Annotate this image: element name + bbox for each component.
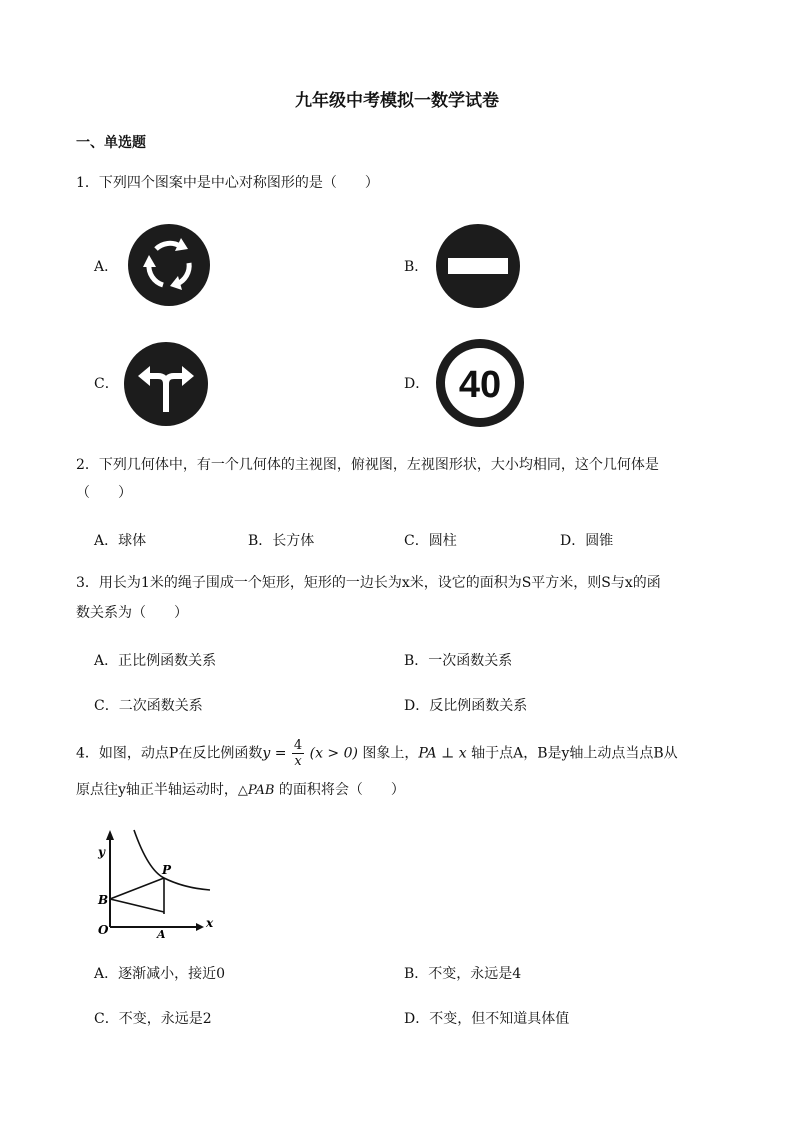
speed-limit-value: 40 [458, 364, 502, 406]
q3-option-d[interactable]: D．反比例函数关系 [404, 698, 528, 714]
question-2-stem-line1: 2．下列几何体中，有一个几何体的主视图，俯视图，左视图形状，大小均相同，这个几何体是 [76, 457, 659, 473]
q2-option-b[interactable]: B．长方体 [248, 533, 315, 549]
q4-stem-line2-part1: 原点往y轴正半轴运动时， [76, 782, 238, 798]
y-axis-arrow [106, 830, 114, 840]
q4-option-a[interactable]: A．逐渐减小，接近0 [94, 966, 226, 982]
q2-option-a[interactable]: A．球体 [94, 533, 147, 549]
q4-formula-denominator: x [294, 754, 302, 769]
label-o: O [98, 923, 109, 937]
q1-option-b-label[interactable]: B． [404, 259, 429, 275]
q2-option-d[interactable]: D．圆锥 [560, 533, 614, 549]
question-3-stem-line1: 3．用长为1米的绳子围成一个矩形，矩形的一边长为x米，设它的面积为S平方米，则S与x的函 [76, 575, 661, 591]
q4-option-b[interactable]: B．不变，永远是4 [404, 966, 522, 982]
q1-option-c-label[interactable]: C． [94, 376, 119, 392]
label-a: A [157, 928, 166, 938]
label-x: x [206, 916, 214, 930]
no-entry-sign-icon[interactable] [434, 222, 522, 310]
q2-option-c[interactable]: C．圆柱 [404, 533, 457, 549]
q4-formula-lhs: y = [262, 745, 287, 762]
q3-option-b[interactable]: B．一次函数关系 [404, 653, 513, 669]
q3-option-a[interactable]: A．正比例函数关系 [94, 653, 217, 669]
q4-option-d[interactable]: D．不变，但不知道具体值 [404, 1011, 570, 1027]
hyperbola-curve [134, 830, 210, 890]
q4-function-graph-figure [96, 826, 222, 938]
question-3-stem-line2: 数关系为（ ） [76, 605, 188, 621]
q4-stem-part2: 图象上， [357, 745, 419, 762]
label-y: y [98, 845, 105, 859]
segment-bp [110, 878, 164, 899]
roundabout-sign-icon[interactable] [126, 222, 212, 308]
question-4-stem-line2 [76, 775, 405, 806]
q3-option-c[interactable]: C．二次函数关系 [94, 698, 203, 714]
q1-option-d-label[interactable]: D． [404, 376, 430, 392]
speed-limit-sign-icon[interactable] [434, 337, 526, 429]
label-p: P [162, 863, 172, 877]
q4-formula [262, 738, 358, 769]
left-right-turn-sign-icon[interactable] [122, 340, 210, 428]
question-2-stem-line2: （ ） [76, 485, 132, 501]
q4-stem-line2-part2: 的面积将会（ ） [274, 782, 405, 798]
q1-option-a-label[interactable]: A． [94, 259, 119, 275]
section-heading: 一、单选题 [76, 135, 146, 151]
q4-option-c[interactable]: C．不变，永远是2 [94, 1011, 212, 1027]
page-title: 九年级中考模拟一数学试卷 [295, 91, 499, 111]
label-b: B [98, 893, 109, 907]
segment-ba [110, 899, 164, 912]
q4-formula-condition: (x > 0) [309, 745, 358, 762]
q4-triangle-expr: △PAB [237, 783, 275, 798]
q4-formula-numerator: 4 [293, 738, 303, 753]
question-4-stem-line1 [76, 738, 678, 769]
question-1-stem: 1．下列四个图案中是中心对称图形的是（ ） [76, 175, 379, 191]
q4-stem-part3: 轴于点A，B是y轴上动点当点B从 [466, 745, 678, 762]
q4-stem-part1: 4．如图，动点P在反比例函数 [76, 745, 263, 762]
q4-perp-expr: PA ⊥ x [418, 745, 467, 762]
x-axis-arrow [196, 923, 204, 931]
